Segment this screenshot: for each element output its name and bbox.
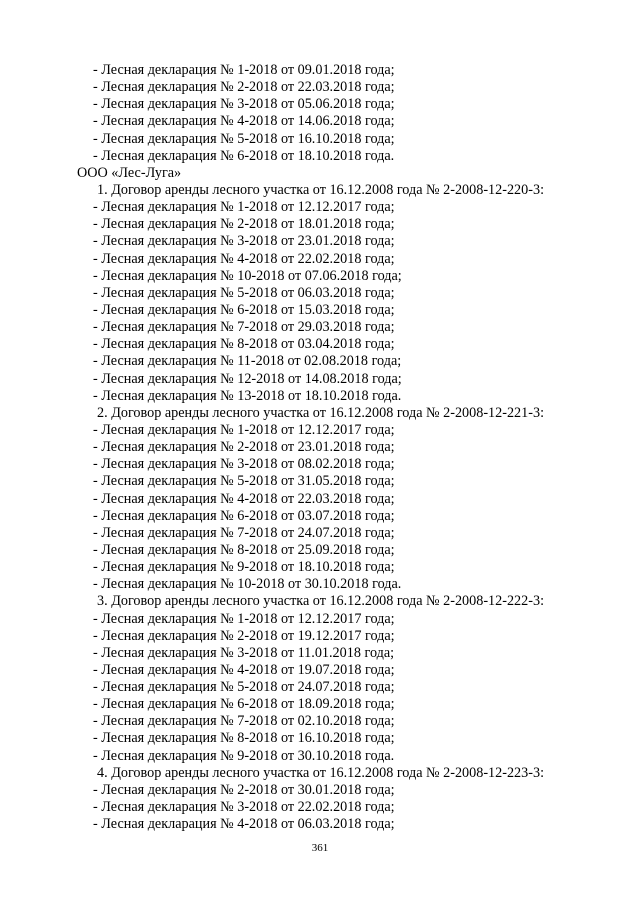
- declaration-line: - Лесная декларация № 2-2018 от 19.12.2017 года;: [93, 627, 395, 644]
- declaration-line: - Лесная декларация № 12-2018 от 14.08.2018 года;: [93, 370, 402, 387]
- declaration-line: - Лесная декларация № 8-2018 от 03.04.2018 года;: [93, 336, 395, 353]
- declaration-line: - Лесная декларация № 7-2018 от 24.07.2018 года;: [93, 524, 395, 541]
- declaration-line: - Лесная декларация № 5-2018 от 31.05.2018 года;: [93, 473, 395, 490]
- contract-heading: 2. Договор аренды лесного участка от 16.12.2008 года № 2-2008-12-221-3:: [97, 404, 545, 421]
- declaration-line: - Лесная декларация № 6-2018 от 03.07.2018 года;: [93, 507, 395, 524]
- declaration-line: - Лесная декларация № 11-2018 от 02.08.2018 года;: [93, 353, 402, 370]
- declaration-line: - Лесная декларация № 1-2018 от 12.12.2017 года;: [93, 421, 395, 438]
- declaration-line: - Лесная декларация № 9-2018 от 18.10.2018 года;: [93, 559, 395, 576]
- declaration-line: - Лесная декларация № 2-2018 от 22.03.2018 года;: [93, 79, 395, 96]
- declaration-line: - Лесная декларация № 4-2018 от 06.03.2018 года;: [93, 816, 395, 833]
- declaration-line: - Лесная декларация № 5-2018 от 06.03.2018 года;: [93, 284, 395, 301]
- organization-heading: ООО «Лес-Луга»: [77, 164, 182, 181]
- declaration-line: - Лесная декларация № 7-2018 от 29.03.2018 года;: [93, 319, 395, 336]
- contract-heading: 1. Договор аренды лесного участка от 16.12.2008 года № 2-2008-12-220-3:: [97, 181, 545, 198]
- declaration-line: - Лесная декларация № 2-2018 от 18.01.2018 года;: [93, 216, 395, 233]
- declaration-line: - Лесная декларация № 13-2018 от 18.10.2018 года.: [93, 387, 402, 404]
- page-number: 361: [311, 842, 329, 854]
- declaration-line: - Лесная декларация № 10-2018 от 07.06.2018 года;: [93, 267, 402, 284]
- declaration-line: - Лесная декларация № 6-2018 от 18.10.2018 года.: [93, 147, 395, 164]
- contract-heading: 3. Договор аренды лесного участка от 16.12.2008 года № 2-2008-12-222-3:: [97, 593, 545, 610]
- declaration-line: - Лесная декларация № 1-2018 от 12.12.2017 года;: [93, 199, 395, 216]
- declaration-line: - Лесная декларация № 4-2018 от 19.07.2018 года;: [93, 661, 395, 678]
- declaration-line: - Лесная декларация № 5-2018 от 16.10.2018 года;: [93, 130, 395, 147]
- declaration-line: - Лесная декларация № 4-2018 от 14.06.2018 года;: [93, 113, 395, 130]
- declaration-line: - Лесная декларация № 3-2018 от 05.06.2018 года;: [93, 96, 395, 113]
- declaration-line: - Лесная декларация № 2-2018 от 23.01.2018 года;: [93, 439, 395, 456]
- declaration-line: - Лесная декларация № 7-2018 от 02.10.2018 года;: [93, 713, 395, 730]
- declaration-line: - Лесная декларация № 2-2018 от 30.01.2018 года;: [93, 781, 395, 798]
- declaration-line: - Лесная декларация № 6-2018 от 18.09.2018 года;: [93, 696, 395, 713]
- declaration-line: - Лесная декларация № 4-2018 от 22.03.2018 года;: [93, 490, 395, 507]
- declaration-line: - Лесная декларация № 4-2018 от 22.02.2018 года;: [93, 250, 395, 267]
- declaration-line: - Лесная декларация № 3-2018 от 22.02.2018 года;: [93, 799, 395, 816]
- contract-heading: 4. Договор аренды лесного участка от 16.12.2008 года № 2-2008-12-223-3:: [97, 764, 545, 781]
- declaration-line: - Лесная декларация № 5-2018 от 24.07.2018 года;: [93, 679, 395, 696]
- declaration-line: - Лесная декларация № 3-2018 от 11.01.2018 года;: [93, 644, 395, 661]
- declaration-line: - Лесная декларация № 3-2018 от 23.01.2018 года;: [93, 233, 395, 250]
- declaration-line: - Лесная декларация № 8-2018 от 16.10.2018 года;: [93, 730, 395, 747]
- declaration-line: - Лесная декларация № 8-2018 от 25.09.2018 года;: [93, 541, 395, 558]
- declaration-line: - Лесная декларация № 6-2018 от 15.03.2018 года;: [93, 301, 395, 318]
- declaration-line: - Лесная декларация № 10-2018 от 30.10.2018 года.: [93, 576, 402, 593]
- declaration-line: - Лесная декларация № 9-2018 от 30.10.2018 года.: [93, 747, 395, 764]
- declaration-line: - Лесная декларация № 1-2018 от 09.01.2018 года;: [93, 62, 395, 78]
- declaration-line: - Лесная декларация № 1-2018 от 12.12.2017 года;: [93, 610, 395, 627]
- document-body: [77, 62, 617, 833]
- declaration-line: - Лесная декларация № 3-2018 от 08.02.2018 года;: [93, 456, 395, 473]
